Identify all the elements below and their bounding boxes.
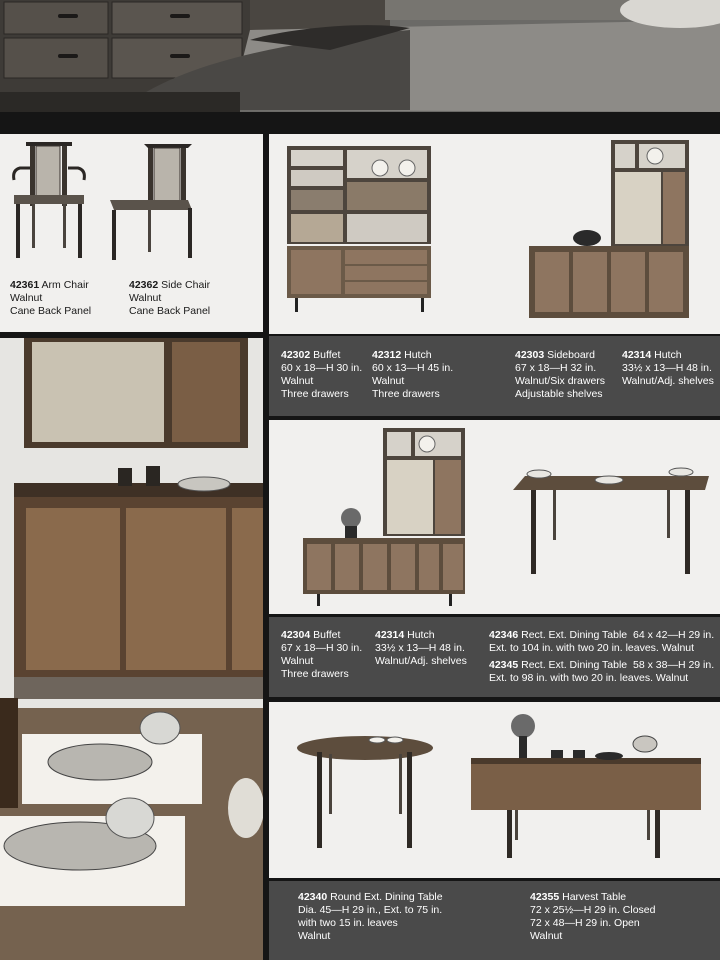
- side-chair-line-2: Cane Back Panel: [129, 305, 211, 317]
- sideboard-42303-line-2: Walnut/Six drawers: [515, 375, 606, 387]
- table-42346-name: Rect. Ext. Dining Table: [521, 629, 628, 641]
- tables-panel: [269, 702, 720, 878]
- buffet-hutch-42304-illustration: [299, 426, 479, 612]
- caption-band-1: [269, 336, 720, 416]
- buffet-42302-line-3: Three drawers: [281, 388, 349, 400]
- sideboard-42303-number: 42303: [515, 349, 545, 361]
- table-42345-number: 42345: [489, 659, 519, 671]
- buffet-42304-name: Buffet: [313, 629, 341, 641]
- sideboard-42303-caption: [515, 349, 605, 401]
- side-chair-number: 42362: [129, 279, 159, 291]
- buffet-table-panel: [269, 420, 720, 614]
- harvest-table-42355-number: 42355: [530, 891, 560, 903]
- buffet-42302-caption: [281, 349, 362, 401]
- hutch-42312-line-3: Three drawers: [372, 388, 440, 400]
- harvest-table-42355-name: Harvest Table: [562, 891, 627, 903]
- buffet-42304-line-2: Walnut: [281, 655, 314, 667]
- hutch-42314b-line-1: 33½ x 13—H 48 in.: [375, 642, 465, 654]
- buffet-hutch-illustration: [285, 144, 435, 324]
- buffet-42302-name: Buffet: [313, 349, 341, 361]
- chairs-panel: [0, 134, 263, 332]
- sideboard-hutch-illustration: [527, 138, 717, 328]
- side-chair-caption: [129, 279, 210, 318]
- round-table-42340-line-2: with two 15 in. leaves: [298, 917, 398, 929]
- round-table-42340-number: 42340: [298, 891, 328, 903]
- harvest-table-42355-line-2: 72 x 48—H 29 in. Open: [530, 917, 640, 929]
- sideboard-42303-name: Sideboard: [547, 349, 595, 361]
- hutch-42314-name: Hutch: [654, 349, 682, 361]
- sideboard-42303-line-1: 67 x 18—H 32 in.: [515, 362, 597, 374]
- buffet-42302-line-2: Walnut: [281, 375, 314, 387]
- bedroom-photo: [0, 0, 720, 112]
- caption-band-2: [269, 617, 720, 697]
- hutch-42314-number: 42314: [622, 349, 652, 361]
- hutch-42314-caption: [622, 349, 714, 388]
- table-42345-size: 58 x 38—H 29 in.: [633, 659, 715, 671]
- hutch-42312-line-2: Walnut: [372, 375, 405, 387]
- hutch-42312-line-1: 60 x 13—H 45 in.: [372, 362, 454, 374]
- round-table-illustration: [295, 732, 435, 862]
- table-42346-number: 42346: [489, 629, 519, 641]
- arm-chair-line-1: Walnut: [10, 292, 43, 304]
- buffet-sideboard-panel: [269, 134, 720, 334]
- table-42346-line-2: Ext. to 104 in. with two 20 in. leaves. Walnut: [489, 642, 695, 654]
- cabinet-room-photo: [0, 338, 263, 960]
- table-42346-size: 64 x 42—H 29 in.: [633, 629, 715, 641]
- caption-band-3: [269, 881, 720, 960]
- table-42346-caption: [489, 629, 714, 655]
- hutch-42314b-name: Hutch: [407, 629, 435, 641]
- round-table-42340-line-1: Dia. 45—H 29 in., Ext. to 75 in.: [298, 904, 443, 916]
- round-table-42340-name: Round Ext. Dining Table: [330, 891, 443, 903]
- buffet-42302-number: 42302: [281, 349, 311, 361]
- page-divider-top: [0, 112, 720, 134]
- buffet-42304-line-1: 67 x 18—H 30 in.: [281, 642, 363, 654]
- harvest-table-illustration: [469, 706, 704, 866]
- side-chair-line-1: Walnut: [129, 292, 162, 304]
- hutch-42314-line-2: Walnut/Adj. shelves: [622, 375, 714, 387]
- table-42345-caption: [489, 659, 714, 685]
- hutch-42314b-caption: [375, 629, 467, 668]
- side-chair-name: Side Chair: [161, 279, 211, 291]
- round-table-42340-caption: [298, 891, 443, 943]
- arm-chair-number: 42361: [10, 279, 40, 291]
- harvest-table-42355-line-1: 72 x 25½—H 29 in. Closed: [530, 904, 656, 916]
- hutch-42314b-line-2: Walnut/Adj. shelves: [375, 655, 467, 667]
- arm-chair-name: Arm Chair: [41, 279, 89, 291]
- hutch-42312-name: Hutch: [404, 349, 432, 361]
- arm-chair-line-2: Cane Back Panel: [10, 305, 92, 317]
- table-42345-line-2: Ext. to 98 in. with two 20 in. leaves. Walnut: [489, 672, 689, 684]
- buffet-42302-line-1: 60 x 18—H 30 in.: [281, 362, 363, 374]
- harvest-table-42355-caption: [530, 891, 656, 943]
- hutch-42312-number: 42312: [372, 349, 402, 361]
- sideboard-42303-line-3: Adjustable shelves: [515, 388, 603, 400]
- buffet-42304-line-3: Three drawers: [281, 668, 349, 680]
- hutch-42312-caption: [372, 349, 453, 401]
- harvest-table-42355-line-3: Walnut: [530, 930, 563, 942]
- cabinet-room-illustration: [0, 338, 263, 960]
- bedroom-photo-illustration: [0, 0, 720, 112]
- table-42345-name: Rect. Ext. Dining Table: [521, 659, 628, 671]
- hutch-42314b-number: 42314: [375, 629, 405, 641]
- hutch-42314-line-1: 33½ x 13—H 48 in.: [622, 362, 712, 374]
- buffet-42304-caption: [281, 629, 362, 681]
- round-table-42340-line-3: Walnut: [298, 930, 331, 942]
- arm-chair-caption: [10, 279, 91, 318]
- buffet-42304-number: 42304: [281, 629, 311, 641]
- rect-dining-table-illustration: [509, 456, 714, 586]
